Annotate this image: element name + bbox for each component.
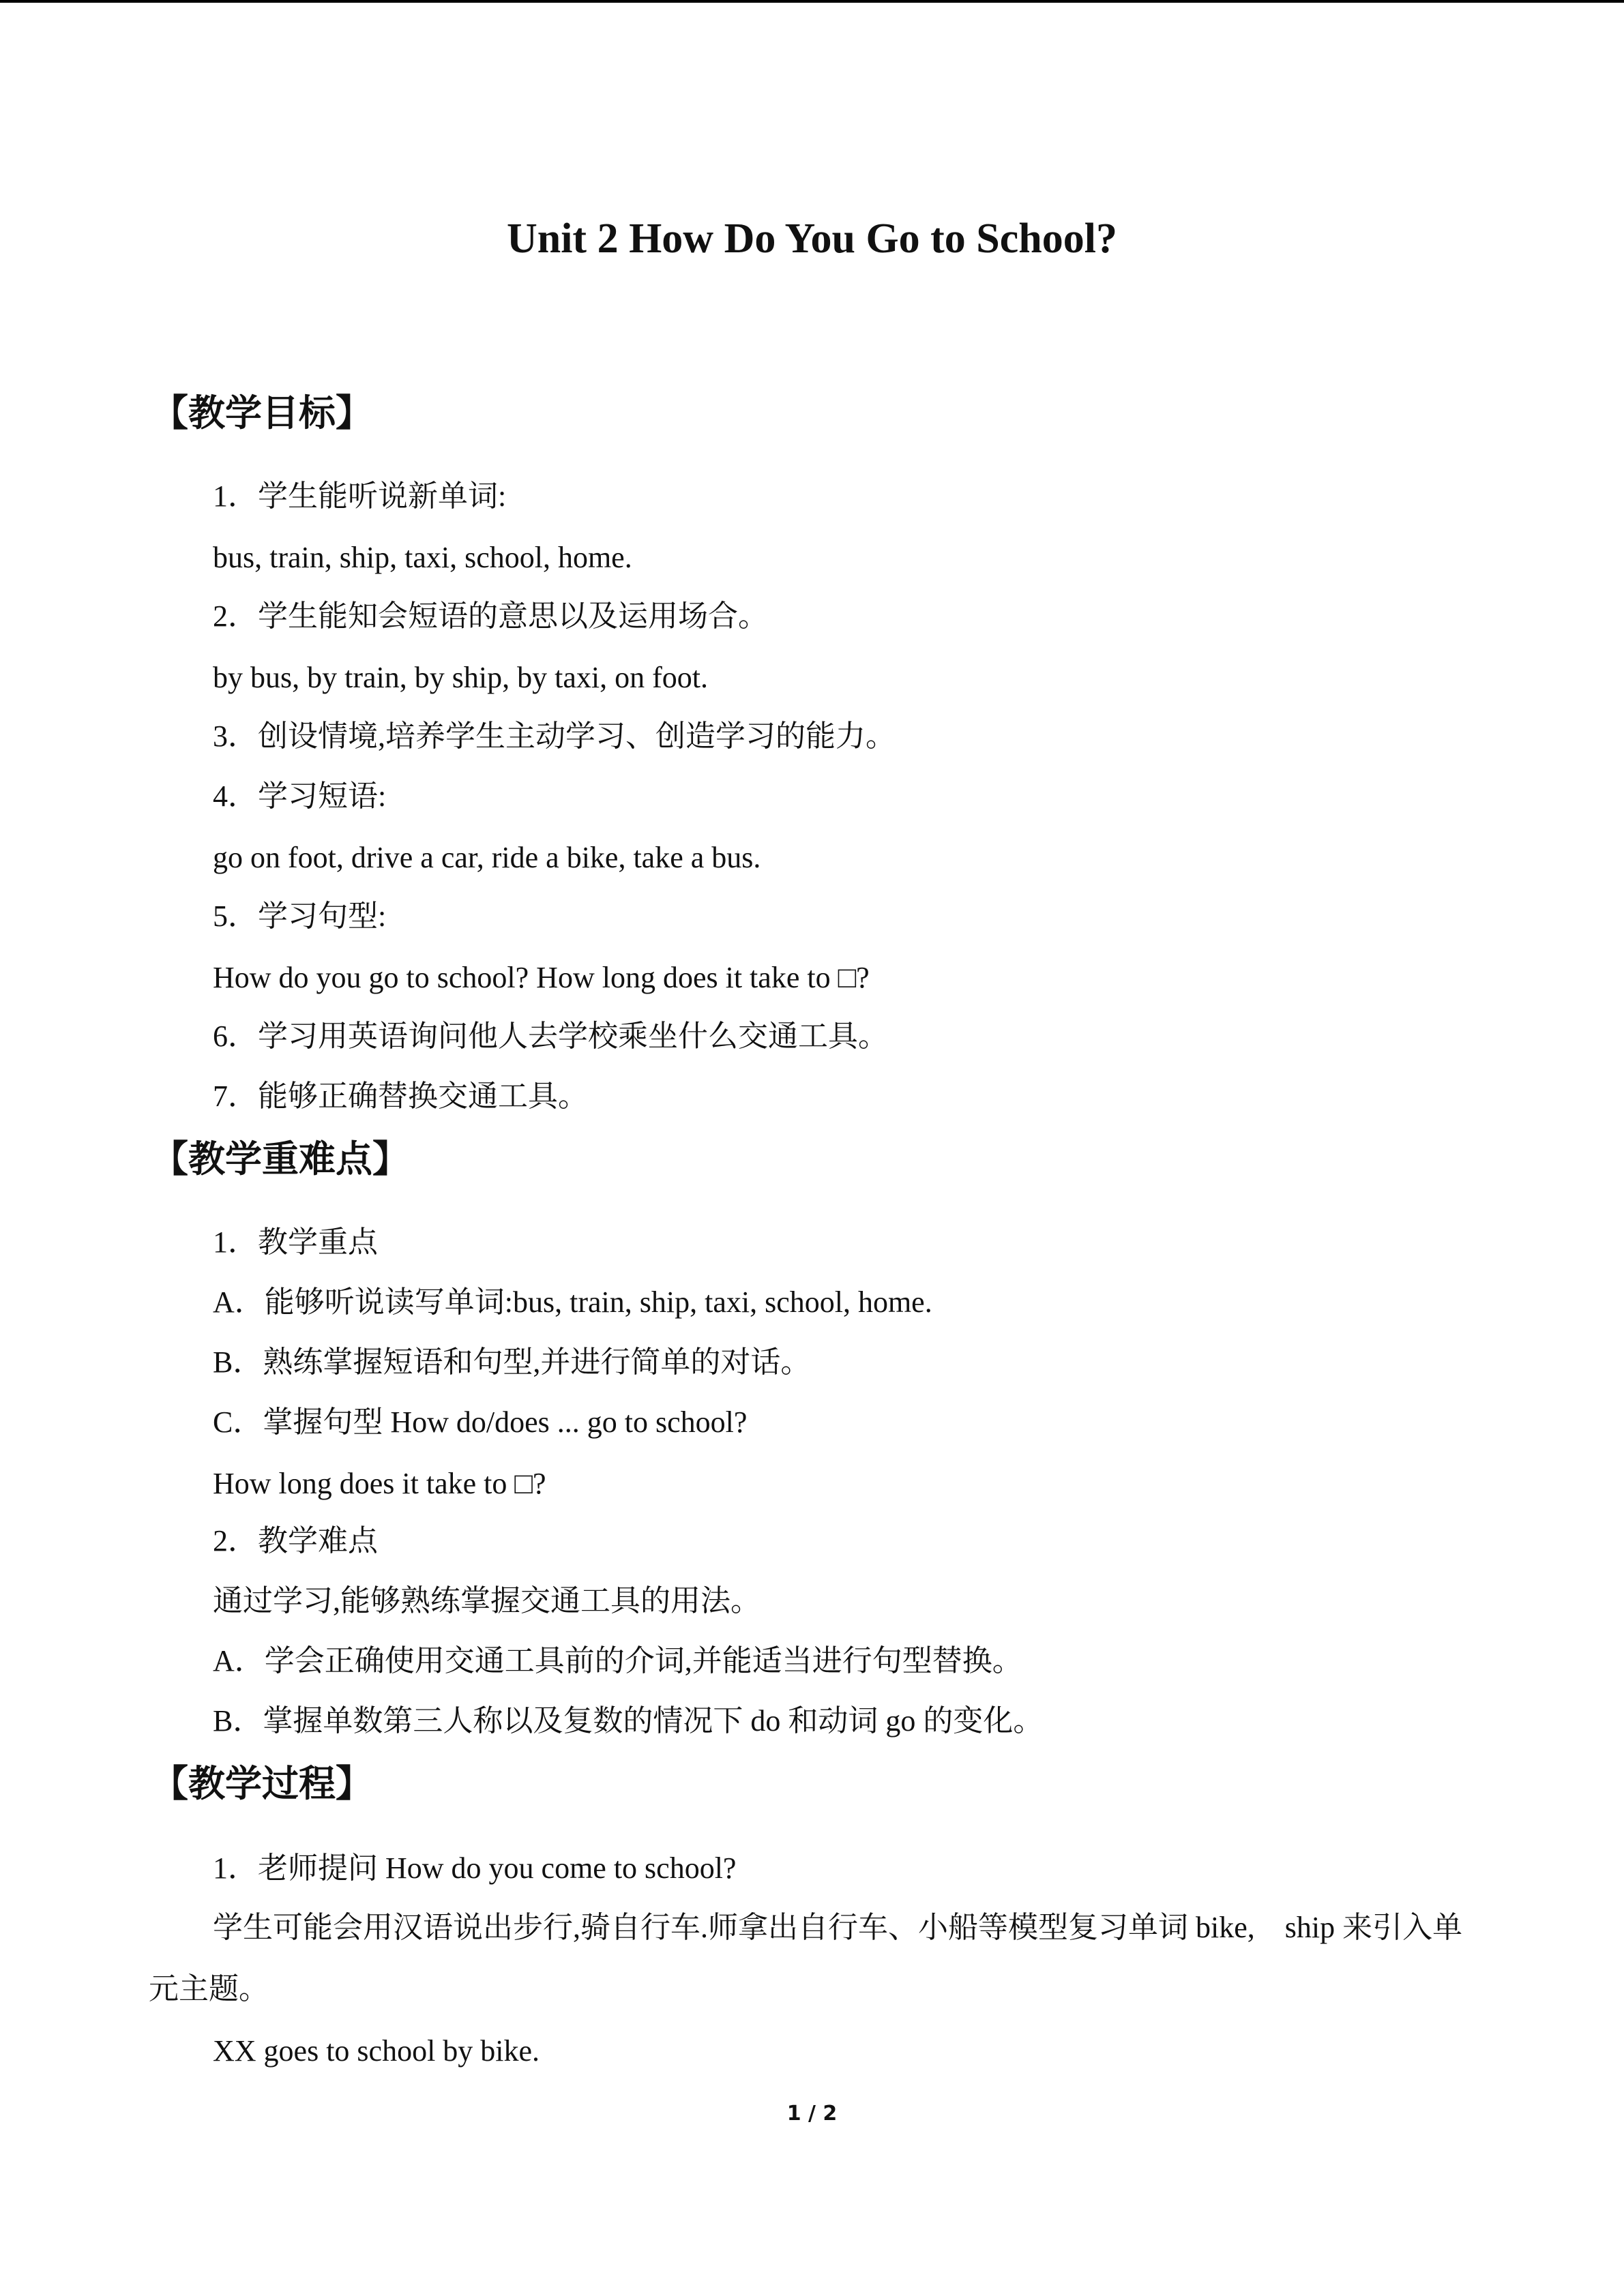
key-points-line-5: How long does it take to □?: [213, 1467, 546, 1500]
objectives-line-4: by bus, by train, by ship, by taxi, on foot.: [213, 661, 708, 694]
section-heading-key-points: 【教学重难点】: [151, 1137, 409, 1180]
objectives-line-9: How do you go to school? How long does it take to □?: [213, 961, 870, 994]
process-line-2: XX goes to school by bike.: [213, 2034, 540, 2068]
key-points-line-2: A．能够听说读写单词:bus, train, ship, taxi, school, home.: [213, 1285, 932, 1319]
section-heading-objectives: 【教学目标】: [151, 391, 372, 434]
key-points-line-4: C．掌握句型 How do/does ... go to school?: [213, 1405, 748, 1439]
objectives-line-8: 5．学习句型:: [213, 899, 387, 933]
key-points-line-9: B．掌握单数第三人称以及复数的情况下 do 和动词 go 的变化。: [213, 1704, 1044, 1738]
key-points-line-7: 通过学习,能够熟练掌握交通工具的用法。: [213, 1584, 761, 1617]
objectives-line-6: 4．学习短语:: [213, 779, 387, 813]
section-heading-process: 【教学过程】: [151, 1762, 372, 1805]
process-paragraph: 学生可能会用汉语说出步行,骑自行车.师拿出自行车、小船等模型复习单词 bike, ship 来引入单元主题。: [149, 1911, 1463, 2006]
key-points-line-1: 1．教学重点: [213, 1225, 378, 1259]
top-border-rule: [0, 0, 1624, 3]
page-number: 1 / 2: [786, 2102, 838, 2126]
objectives-line-5: 3．创设情境,培养学生主动学习、创造学习的能力。: [213, 719, 896, 753]
objectives-line-11: 7．能够正确替换交通工具。: [213, 1079, 588, 1113]
key-points-line-6: 2．教学难点: [213, 1524, 378, 1557]
objectives-line-7: go on foot, drive a car, ride a bike, take a bus.: [213, 841, 761, 874]
key-points-line-3: B．熟练掌握短语和句型,并进行简单的对话。: [213, 1345, 811, 1379]
key-points-line-8: A．学会正确使用交通工具前的介词,并能适当进行句型替换。: [213, 1644, 1022, 1678]
objectives-line-1: 1．学生能听说新单词:: [213, 479, 507, 513]
objectives-line-2: bus, train, ship, taxi, school, home.: [213, 541, 632, 574]
objectives-line-3: 2．学生能知会短语的意思以及运用场合。: [213, 599, 768, 633]
objectives-line-10: 6．学习用英语询问他人去学校乘坐什么交通工具。: [213, 1019, 888, 1053]
process-line-1: 1．老师提问 How do you come to school?: [213, 1851, 737, 1885]
page-title: Unit 2 How Do You Go to School?: [506, 215, 1118, 262]
